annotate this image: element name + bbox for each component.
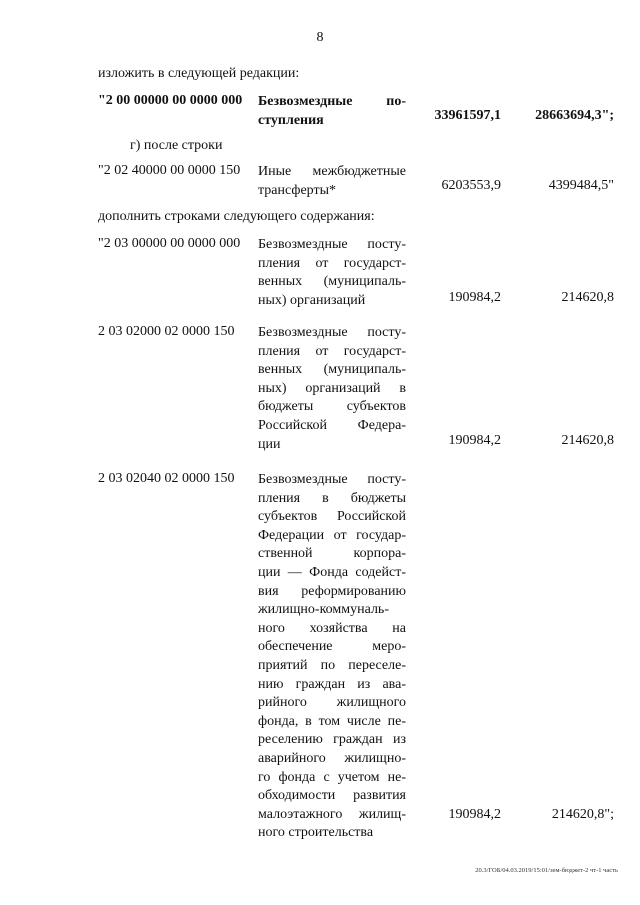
row-b-value-2: 214620,8 [561, 433, 614, 448]
desc-line: ных) организаций [258, 292, 366, 308]
after-line-text: г) после строки [130, 138, 223, 153]
desc-line: ного строительства [258, 825, 374, 841]
row-main-desc [258, 93, 406, 130]
row-c-code: 2 03 02040 02 0000 150 [98, 471, 235, 486]
desc-line: Иные межбюджетные [258, 164, 406, 179]
row-transfers-value-2: 4399484,5" [548, 178, 614, 193]
desc-line: венных (муниципаль- [258, 274, 406, 290]
row-transfers-code: "2 02 40000 00 0000 150 [98, 163, 241, 178]
desc-line: ступления [258, 112, 324, 128]
desc-line: ных) организаций в [258, 380, 406, 396]
row-c-value-2: 214620,8"; [551, 807, 614, 822]
row-b-code: 2 03 02000 02 0000 150 [98, 324, 235, 339]
page-number: 8 [316, 30, 324, 45]
desc-line: аварийного жилищно- [258, 750, 406, 766]
row-b-value-1: 190984,2 [448, 433, 501, 448]
desc-line: вия реформированию [258, 583, 406, 599]
desc-line: обеспечение меро- [258, 639, 406, 655]
row-transfers-value-1: 6203553,9 [441, 178, 501, 193]
supplement-text: дополнить строками следующего содержания: [98, 209, 375, 224]
desc-line: фонда, в том числе пе- [258, 713, 406, 729]
row-a-value-1: 190984,2 [448, 290, 501, 305]
row-a-value-2: 214620,8 [561, 290, 614, 305]
row-a-code: "2 03 00000 00 0000 000 [98, 236, 241, 251]
desc-line: бюджеты субъектов [258, 399, 406, 415]
desc-line: пления от государст- [258, 343, 406, 359]
desc-line: венных (муниципаль- [258, 362, 406, 378]
desc-line: ции — Фонда содейст- [258, 564, 406, 580]
desc-line: реселению граждан из [258, 732, 406, 748]
desc-line: Безвозмездные посту- [258, 325, 406, 340]
desc-line: пления в бюджеты [258, 490, 406, 506]
desc-line: трансферты* [258, 182, 337, 198]
desc-line: ного хозяйства на [258, 620, 406, 636]
row-a-desc [258, 236, 406, 310]
intro-text: изложить в следующей редакции: [98, 66, 300, 81]
row-b-desc [258, 324, 406, 454]
desc-line: Безвозмездные посту- [258, 237, 406, 252]
desc-line: малоэтажного жилищ- [258, 806, 406, 822]
row-main-value-2: 28663694,3"; [535, 108, 614, 123]
footer-stamp: 20.3/ГОБ/04.03.2019/15:01/зем-бюджет-2 чт-1 часть [475, 867, 618, 874]
desc-line: обходимости развития [258, 788, 406, 804]
row-transfers-desc [258, 163, 406, 200]
desc-line: рийного жилищного [258, 695, 406, 711]
desc-line: Безвозмездные посту- [258, 472, 406, 487]
row-c-desc [258, 471, 406, 843]
row-main-code: "2 00 00000 00 0000 000 [98, 93, 243, 108]
desc-line: ции [258, 436, 281, 452]
desc-line: Российской Федера- [258, 417, 406, 433]
desc-line: ственной корпора- [258, 546, 406, 562]
desc-line: нию граждан из ава- [258, 676, 406, 692]
row-main-value-1: 33961597,1 [434, 108, 501, 123]
desc-line: го фонда с учетом не- [258, 769, 406, 785]
desc-line: Безвозмездные по- [258, 94, 406, 109]
desc-line: Федерации от государ- [258, 527, 406, 543]
desc-line: жилищно-коммуналь- [258, 602, 389, 618]
row-c-value-1: 190984,2 [448, 807, 501, 822]
desc-line: пления от государст- [258, 255, 406, 271]
desc-line: субъектов Российской [258, 509, 406, 525]
desc-line: приятий по переселе- [258, 657, 406, 673]
